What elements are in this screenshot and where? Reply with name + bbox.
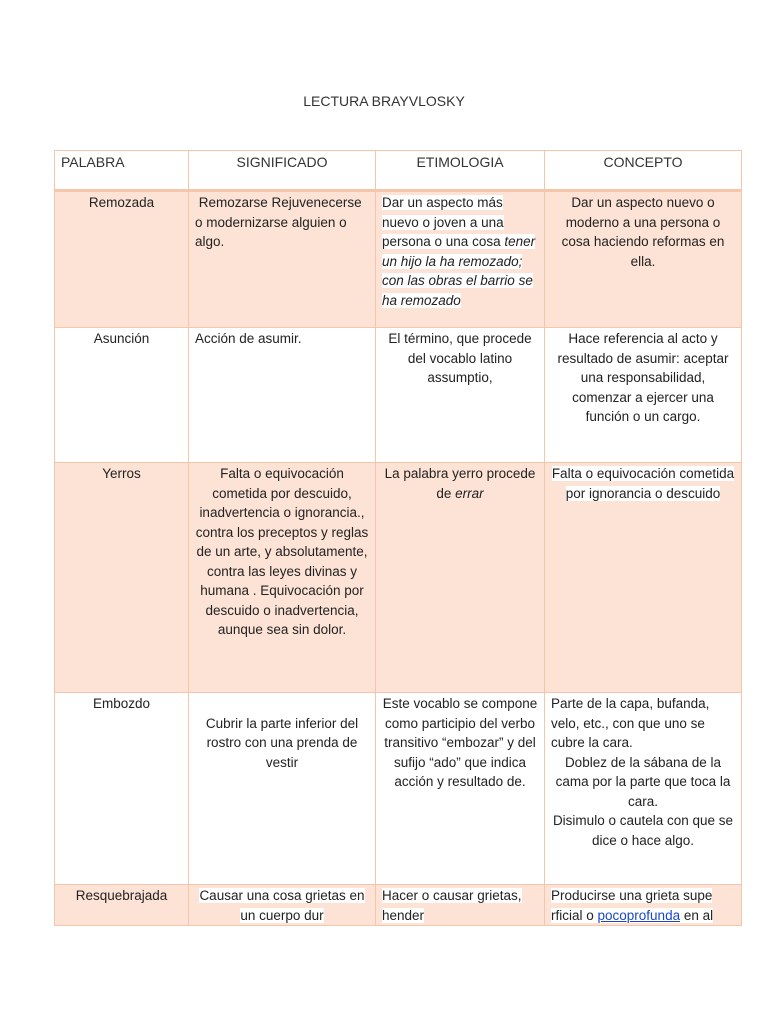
concepto-text-start: Producirse una grieta supe rficial o bbox=[551, 888, 713, 923]
cell-palabra: Remozada bbox=[55, 191, 189, 328]
cell-etimologia bbox=[376, 191, 545, 328]
header-etimologia: ETIMOLOGIA bbox=[376, 151, 545, 191]
cell-etimologia bbox=[376, 463, 545, 693]
significado-text: Cubrir la parte inferior del rostro con una prenda de vestir bbox=[205, 715, 359, 770]
cell-concepto: Dar un aspecto nuevo o moderno a una persona o cosa haciendo reformas en ella. bbox=[545, 191, 742, 328]
cell-palabra: Yerros bbox=[55, 463, 189, 693]
cell-concepto: Hace referencia al acto y resultado de asumir: aceptar una responsabilidad, comenzar a ejercer una función o un cargo. bbox=[545, 328, 742, 463]
cell-etimologia bbox=[376, 885, 545, 926]
concepto-text-end: en al bbox=[680, 907, 714, 923]
cell-significado: Remozarse Rejuvenecerse o modernizarse alguien o algo. bbox=[189, 191, 376, 328]
etimologia-text: La palabra yerro procede de bbox=[384, 466, 536, 501]
cell-concepto bbox=[545, 885, 742, 926]
concepto-text: Falta o equivocación cometida por ignorancia o descuido bbox=[551, 466, 735, 501]
cell-concepto bbox=[545, 463, 742, 693]
cell-etimologia: Este vocablo se compone como participio del verbo transitivo “embozar” y del sufijo “ado” que indica acción y resultado de. bbox=[376, 693, 545, 885]
cell-palabra: Resquebrajada bbox=[55, 885, 189, 926]
etimologia-text: Hacer o causar grietas, hender bbox=[382, 888, 522, 923]
table-row bbox=[55, 693, 742, 885]
cell-significado: Acción de asumir. bbox=[189, 328, 376, 463]
etimologia-word: errar bbox=[455, 485, 484, 501]
vocabulary-table bbox=[54, 150, 742, 926]
cell-significado: Falta o equivocación cometida por descuido, inadvertencia o ignorancia., contra los preceptos y reglas de un arte, y absolutamente, contra las leyes divinas y humana . Equivocación por descuido o inadvertencia, aunque sea sin dolor. bbox=[189, 463, 376, 693]
etimologia-example: tener un hijo la ha remozado; con las obras el barrio se ha remozado bbox=[382, 234, 536, 308]
cell-palabra: Embozdo bbox=[55, 693, 189, 885]
table-header-row bbox=[55, 151, 742, 191]
cell-palabra: Asunción bbox=[55, 328, 189, 463]
header-palabra: PALABRA bbox=[55, 151, 189, 191]
concepto-line-1: Parte de la capa, bufanda, velo, etc., con que uno se cubre la cara. bbox=[551, 696, 710, 750]
etimologia-text: Dar un aspecto más nuevo o joven a una persona o una cosa bbox=[382, 195, 505, 249]
cell-significado bbox=[189, 885, 376, 926]
header-significado: SIGNIFICADO bbox=[189, 151, 376, 191]
document-title: LECTURA BRAYVLOSKY bbox=[303, 93, 465, 109]
concepto-line-3: Disimulo o cautela con que se dice o hace algo. bbox=[552, 813, 734, 848]
table-row bbox=[55, 191, 742, 328]
table-row bbox=[55, 463, 742, 693]
pocoprofunda-link[interactable]: pocoprofunda bbox=[597, 907, 681, 923]
table-row bbox=[55, 328, 742, 463]
concepto-line-2: Doblez de la sábana de la cama por la parte que toca la cara. bbox=[555, 754, 731, 809]
table-row bbox=[55, 885, 742, 926]
cell-concepto bbox=[545, 693, 742, 885]
header-concepto: CONCEPTO bbox=[545, 151, 742, 191]
cell-significado bbox=[189, 693, 376, 885]
significado-text: Causar una cosa grietas en un cuerpo dur bbox=[199, 888, 365, 923]
cell-etimologia: El término, que procede del vocablo latino assumptio, bbox=[376, 328, 545, 463]
